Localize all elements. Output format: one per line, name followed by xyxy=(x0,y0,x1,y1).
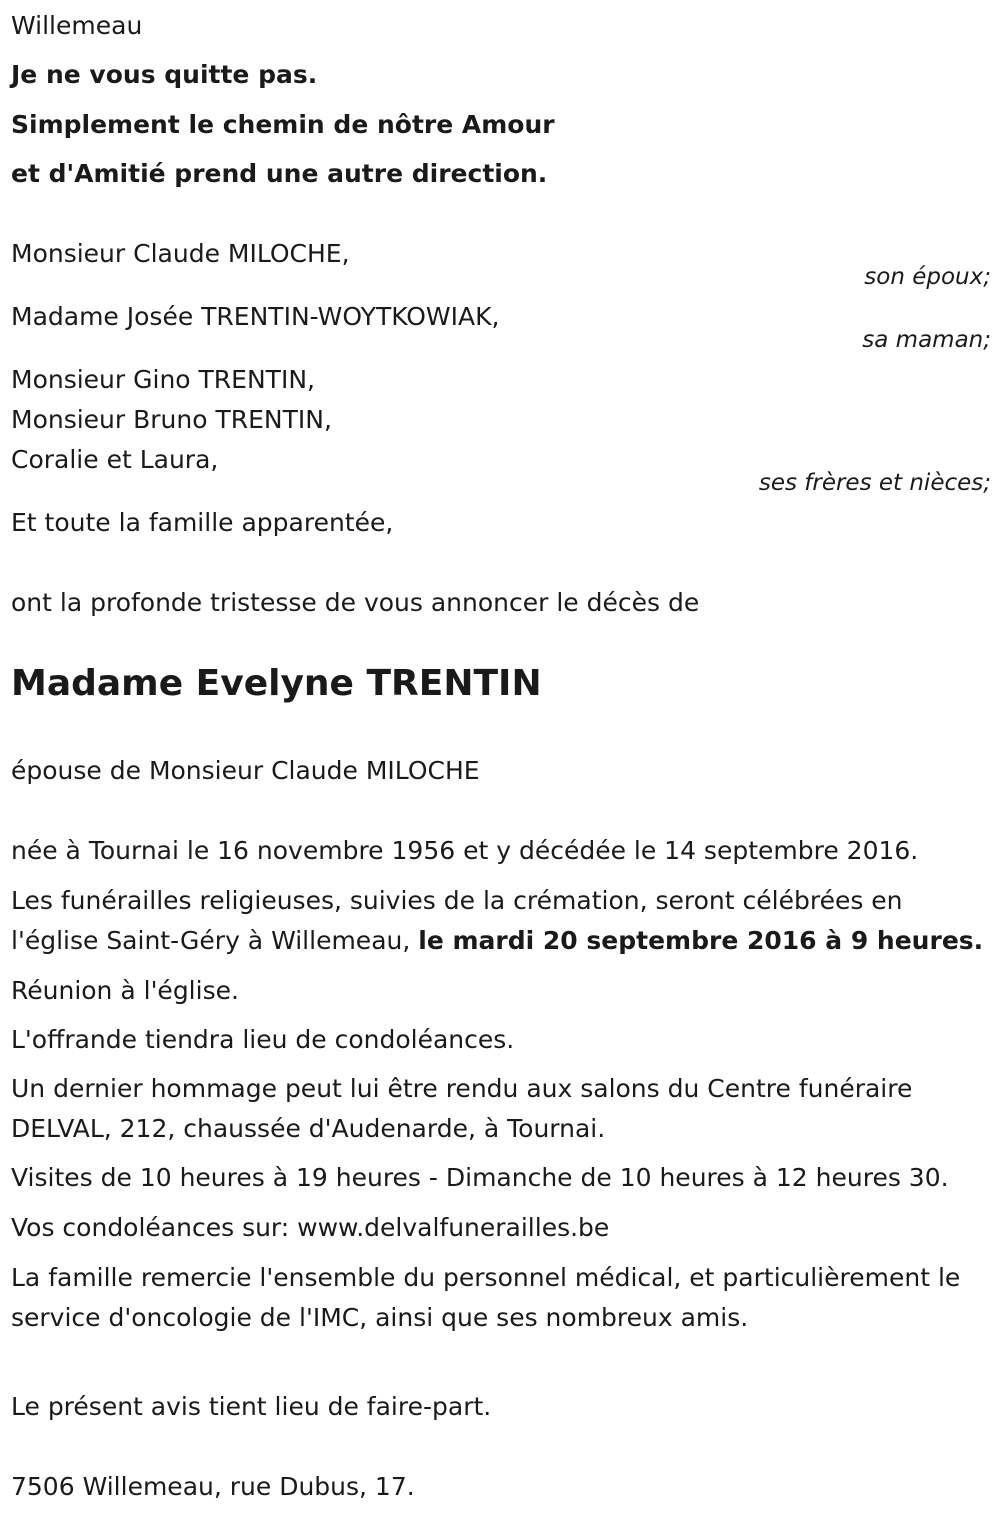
funeral-paragraph xyxy=(11,881,991,961)
quote-line-2: Simplement le chemin de nôtre Amour xyxy=(11,110,555,139)
announcement-text: ont la profonde tristesse de vous annoncer le décès de xyxy=(11,588,700,617)
thanks-text: La famille remercie l'ensemble du personnel médical, et particulièrement le service d'oncologie de l'IMC, ainsi que ses nombreux amis. xyxy=(11,1263,961,1332)
relation-mother: sa maman; xyxy=(862,327,991,353)
quote-line-1: Je ne vous quitte pas. xyxy=(11,60,318,89)
meeting-text: Réunion à l'église. xyxy=(11,976,239,1005)
notice-text: Le présent avis tient lieu de faire-part. xyxy=(11,1392,492,1421)
offering-text: L'offrande tiendra lieu de condoléances. xyxy=(11,1025,515,1054)
birth-death-text: née à Tournai le 16 novembre 1956 et y décédée le 14 septembre 2016. xyxy=(11,836,919,865)
family-brother-1: Monsieur Gino TRENTIN, xyxy=(11,365,315,394)
family-mother: Madame Josée TRENTIN-WOYTKOWIAK, xyxy=(11,302,500,331)
header-place: Willemeau xyxy=(11,11,143,40)
family-nieces: Coralie et Laura, xyxy=(11,445,219,474)
family-extended: Et toute la famille apparentée, xyxy=(11,508,394,537)
address-text: 7506 Willemeau, rue Dubus, 17. xyxy=(11,1472,415,1501)
quote-line-3: et d'Amitié prend une autre direction. xyxy=(11,159,548,188)
family-brother-2: Monsieur Bruno TRENTIN, xyxy=(11,405,332,434)
deceased-spouse: épouse de Monsieur Claude MILOCHE xyxy=(11,756,480,785)
funeral-date: le mardi 20 septembre 2016 à 9 heures. xyxy=(418,926,984,955)
funeral-intro: Les funérailles religieuses, suivies de la crémation, seront célébrées en l'église Saint-Géry à Willemeau, xyxy=(11,886,903,955)
family-husband: Monsieur Claude MILOCHE, xyxy=(11,239,350,268)
visits-text: Visites de 10 heures à 19 heures - Dimanche de 10 heures à 12 heures 30. xyxy=(11,1163,949,1192)
condolences-text: Vos condoléances sur: www.delvalfunerailles.be xyxy=(11,1213,610,1242)
deceased-name: Madame Evelyne TRENTIN xyxy=(11,663,542,704)
tribute-text: Un dernier hommage peut lui être rendu aux salons du Centre funéraire DELVAL, 212, chaussée d'Audenarde, à Tournai. xyxy=(11,1074,913,1143)
obituary-notice xyxy=(11,0,991,1521)
relation-husband: son époux; xyxy=(864,264,991,290)
relation-siblings: ses frères et nièces; xyxy=(758,470,991,496)
